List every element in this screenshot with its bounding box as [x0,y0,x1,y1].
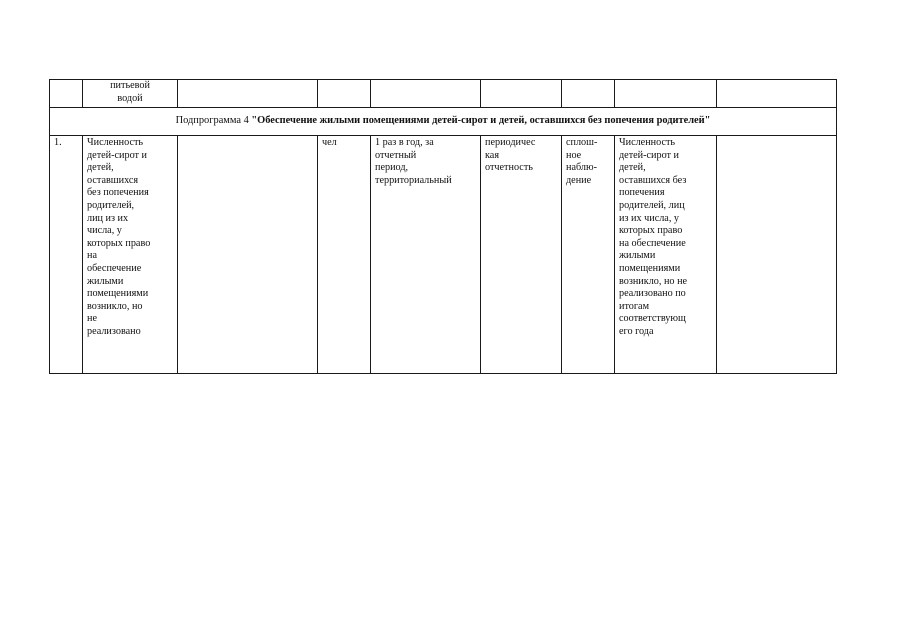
table-cell-indicator: Численность детей-сирот и детей, оставшихся без попечения родителей, лиц из их числа, у которых право на обеспечение жилыми помещениями возникло, но не реализовано [83,136,178,374]
table-cell-description [615,80,717,108]
table-cell-frequency: 1 раз в год, за отчетный период, территориальный [371,136,481,374]
subprogram-title: "Обеспечение жилыми помещениями детей-сирот и детей, оставшихся без попечения родителей" [251,115,711,127]
table-cell-description: Численность детей-сирот и детей, оставшихся без попечения родителей, лиц из их числа, у которых право на обеспечение жилыми помещениями возникло, но не реализовано по итогам соответствующ его года [615,136,717,374]
table-cell-definition [178,136,318,374]
table-cell-definition [178,80,318,108]
subprogram-heading-row [50,108,837,136]
table-row [50,136,837,374]
subprogram-heading [50,108,837,136]
table-cell-number [50,80,83,108]
subprogram-prefix: Подпрограмма 4 [175,115,252,127]
table-cell-unit: чел [318,136,371,374]
table-cell-coverage [562,80,615,108]
table-cell-method: периодичес кая отчетность [481,136,562,374]
table-cell-responsible [717,80,837,108]
table-row [50,80,837,108]
indicators-table [49,79,837,374]
table-cell-coverage: сплош- ное наблю- дение [562,136,615,374]
table-cell-frequency [371,80,481,108]
table-cell-number: 1. [50,136,83,374]
table-cell-method [481,80,562,108]
table-cell-unit [318,80,371,108]
table-cell-responsible [717,136,837,374]
table-cell-indicator: питьевой водой [83,80,178,108]
